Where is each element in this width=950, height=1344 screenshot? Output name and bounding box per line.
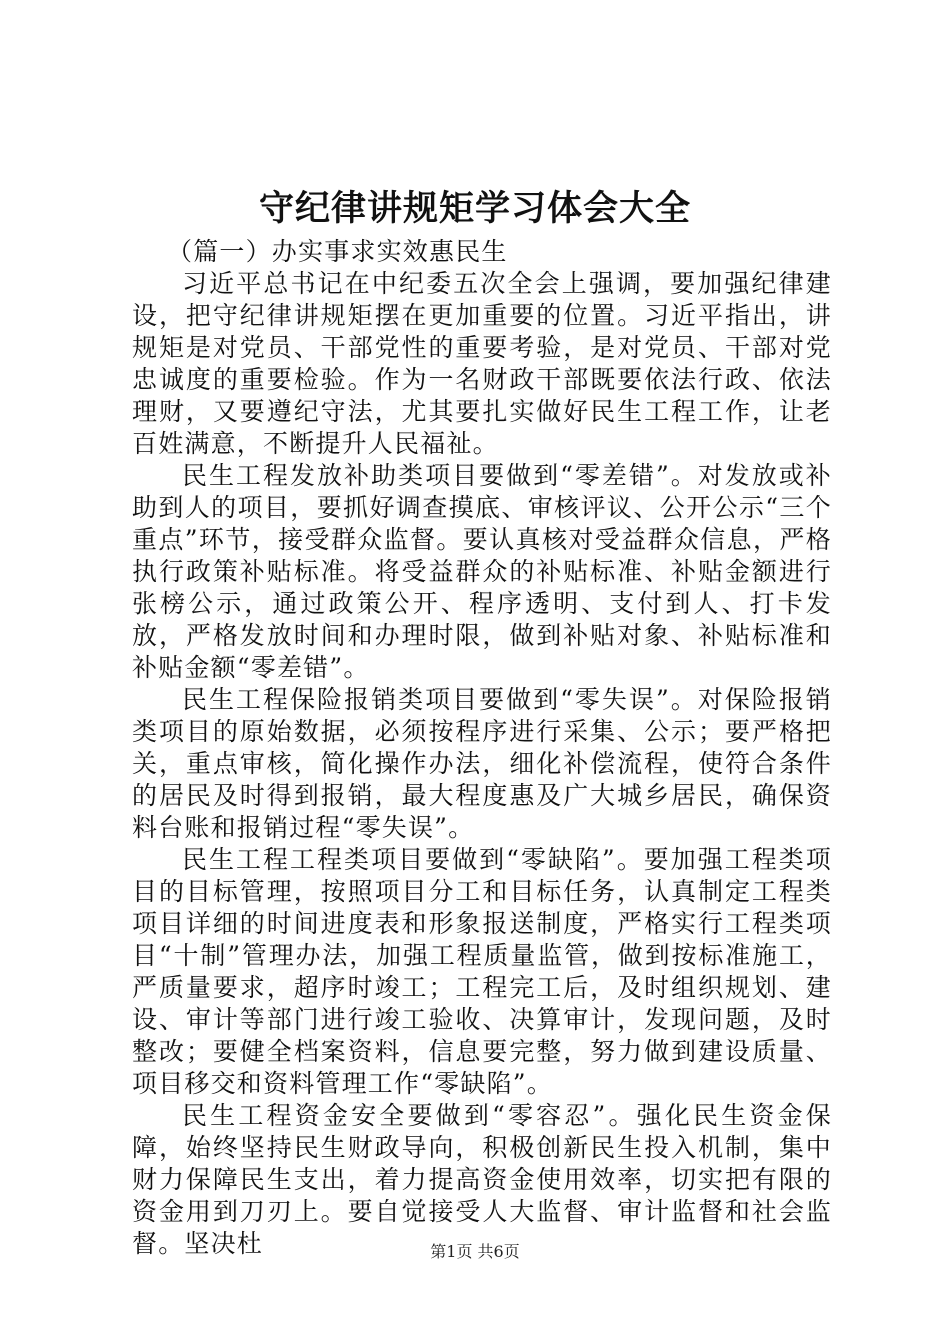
paragraph-intro: 习近平总书记在中纪委五次全会上强调，要加强纪律建设，把守纪律讲规矩摆在更加重要的位置。习近平指出，讲规矩是对党员、干部党性的重要考验，是对党员、干部对党忠诚度的重要检验。作为一名财政干部既要依法行政、依法理财，又要遵纪守法，尤其要扎实做好民生工程工作，让老百姓满意，不断提升人民福祉。 bbox=[132, 269, 832, 458]
page-title: 守纪律讲规矩学习体会大全 bbox=[258, 188, 691, 229]
section-heading: （篇一）办实事求实效惠民生 bbox=[167, 237, 508, 266]
paragraph-zero-error: 民生工程发放补助类项目要做到“零差错”。对发放或补助到人的项目，要抓好调查摸底、审核评议、公开公示“三个重点”环节，接受群众监督。要认真核对受益群众信息，严格执行政策补贴标准。将受益群众的补贴标准、补贴金额进行张榜公示，通过政策公开、程序透明、支付到人、打卡发放，严格发放时间和办理时限，做到补贴对象、补贴标准和补贴金额“零差错”。 bbox=[132, 461, 832, 682]
paragraph-zero-defect: 民生工程工程类项目要做到“零缺陷”。要加强工程类项目的目标管理，按照项目分工和目标任务，认真制定工程类项目详细的时间进度表和形象报送制度，严格实行工程类项目“十制”管理办法，加强工程质量监管，做到按标准施工，严质量要求，超序时竣工；工程完工后，及时组织规划、建设、审计等部门进行竣工验收、决算审计，发现问题，及时整改；要健全档案资料，信息要完整，努力做到建设质量、项目移交和资料管理工作“零缺陷”。 bbox=[132, 845, 832, 1098]
paragraph-zero-tolerance: 民生工程资金安全要做到“零容忍”。强化民生资金保障，始终坚持民生财政导向，积极创新民生投入机制，集中财力保障民生支出，着力提高资金使用效率，切实把有限的资金用到刀刃上。要自觉接受人大监督、审计监督和社会监督。坚决杜 bbox=[132, 1101, 832, 1258]
document-body bbox=[132, 236, 832, 1260]
paragraph-zero-mistake: 民生工程保险报销类项目要做到“零失误”。对保险报销类项目的原始数据，必须按程序进行采集、公示；要严格把关，重点审核，简化操作办法，细化补偿流程，使符合条件的居民及时得到报销，最大程度惠及广大城乡居民，确保资料台账和报销过程“零失误”。 bbox=[132, 685, 832, 842]
page-number-footer: 第1页 共6页 bbox=[430, 1242, 520, 1261]
